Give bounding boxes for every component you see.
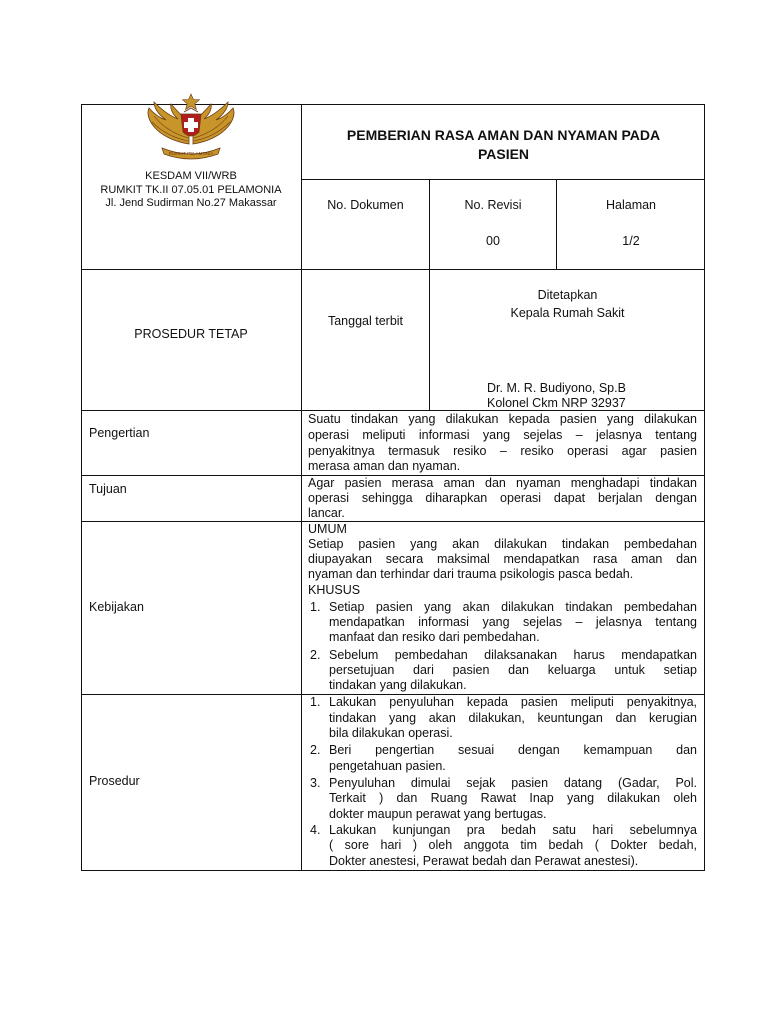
procedure-step-line: Dokter anestesi, Perawat bedah dan Perawat anestesi). — [329, 854, 639, 868]
procedure-step-line: ( sore hari ) oleh anggota tim bedah ( Dokter bedah, — [329, 838, 697, 852]
list-number: 1. — [310, 600, 321, 614]
policy-specific-heading: KHUSUS — [308, 583, 361, 597]
hospital-address: Jl. Jend Sudirman No.27 Makassar — [105, 197, 277, 209]
hospital-name: RUMKIT TK.II 07.05.01 PELAMONIA — [100, 184, 282, 196]
pengertian-line: operasi meliputi informasi yang sejelas – jelasnya tentang — [308, 428, 697, 442]
row-divider — [81, 521, 705, 522]
policy-item-line: manfaat dan resiko dari pembedahan. — [329, 630, 540, 644]
policy-general-line: nyaman dan terhindar dari trauma psikologis pasca bedah. — [308, 567, 634, 581]
revision-value: 00 — [486, 234, 500, 248]
document-title: PEMBERIAN RASA AMAN DAN NYAMAN PADA — [346, 127, 661, 143]
section-label-prosedur: Prosedur — [89, 774, 140, 788]
policy-general-heading: UMUM — [308, 522, 347, 536]
section-label-pengertian: Pengertian — [89, 426, 150, 440]
procedure-step-line: Terkait ) dan Ruang Rawat Inap yang dilakukan oleh — [329, 791, 697, 805]
column-divider — [556, 179, 557, 270]
policy-item-line: persetujuan dari pasien dan keluarga untuk setiap — [329, 663, 697, 677]
tujuan-line: lancar. — [308, 506, 345, 520]
procedure-step-line: tindakan yang akan dilakukan, keuntungan dan kerugian — [329, 711, 697, 725]
section-label-tujuan: Tujuan — [89, 482, 127, 496]
tujuan-line: Agar pasien merasa aman dan nyaman menghadapi tindakan — [308, 476, 697, 490]
approver-title: Kepala Rumah Sakit — [510, 306, 625, 320]
policy-item-line: tindakan yang dilakukan. — [329, 678, 467, 692]
policy-item-line: mendapatkan informasi yang sejelas – jelasnya tentang — [329, 615, 697, 629]
org-name: KESDAM VII/WRB — [145, 170, 237, 182]
policy-item-line: Setiap pasien yang akan dilakukan tindakan pembedahan — [329, 600, 697, 614]
list-number: 2. — [310, 648, 321, 662]
pengertian-line: penyakitnya termasuk resiko – resiko operasi agar pasien — [308, 444, 697, 458]
signer-name: Dr. M. R. Budiyono, Sp.B — [487, 381, 626, 395]
tujuan-line: operasi sehingga diharapkan operasi dapat berjalan dengan — [308, 491, 697, 505]
row-divider — [81, 269, 705, 270]
document-title-line2: PASIEN — [477, 146, 530, 162]
revision-label: No. Revisi — [464, 198, 522, 212]
procedure-step-line: bila dilakukan operasi. — [329, 726, 453, 740]
pengertian-line: Suatu tindakan yang dilakukan kepada pasien yang dilakukan — [308, 412, 697, 426]
doc-number-label: No. Dokumen — [327, 198, 404, 212]
signer-rank: Kolonel Ckm NRP 32937 — [487, 396, 626, 410]
logo-ribbon-text: RUMKIT PELAMONIA — [168, 151, 214, 156]
approval-label: Ditetapkan — [537, 288, 598, 302]
list-number: 1. — [310, 695, 321, 709]
procedure-step-line: Lakukan kunjungan pra bedah satu hari sebelumnya — [329, 823, 697, 837]
issue-date-label: Tanggal terbit — [327, 314, 404, 328]
procedure-step-line: Penyuluhan dimulai sejak pasien datang (Gadar, Pol. — [329, 776, 697, 790]
policy-general-line: diupayakan secara maksimal mendapatkan rasa aman dan — [308, 552, 697, 566]
list-number: 3. — [310, 776, 321, 790]
row-divider — [301, 179, 705, 180]
procedure-step-line: dokter maupun perawat yang bertugas. — [329, 807, 547, 821]
protap-label: PROSEDUR TETAP — [134, 327, 248, 341]
list-number: 2. — [310, 743, 321, 757]
page-value: 1/2 — [622, 234, 640, 248]
policy-general-line: Setiap pasien yang akan dilakukan tindakan pembedahan — [308, 537, 697, 551]
pengertian-line: merasa aman dan nyaman. — [308, 459, 461, 473]
procedure-step-line: pengetahuan pasien. — [329, 759, 446, 773]
page-label: Halaman — [605, 198, 657, 212]
section-label-kebijakan: Kebijakan — [89, 600, 144, 614]
hospital-emblem-logo — [140, 92, 242, 164]
policy-item-line: Sebelum pembedahan dilaksanakan harus mendapatkan — [329, 648, 697, 662]
procedure-step-line: Beri pengertian sesuai dengan kemampuan dan — [329, 743, 697, 757]
procedure-step-line: Lakukan penyuluhan kepada pasien meliputi penyakitnya, — [329, 695, 697, 709]
list-number: 4. — [310, 823, 321, 837]
column-divider — [301, 104, 302, 871]
